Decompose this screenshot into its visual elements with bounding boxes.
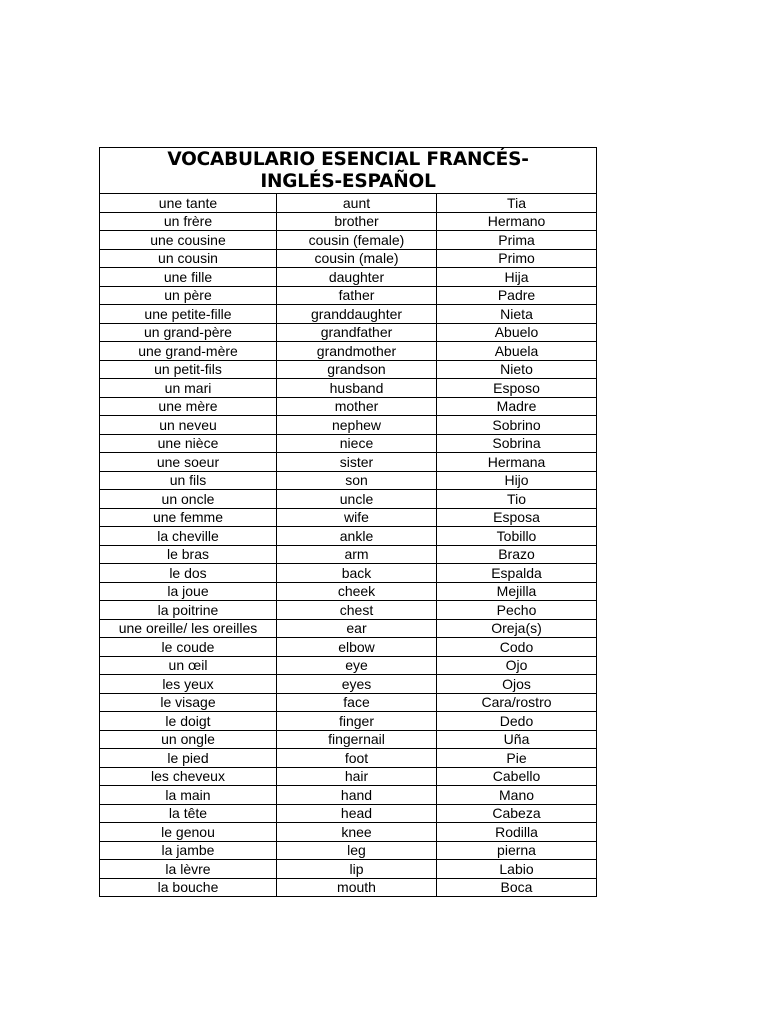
spanish-cell: Primo — [437, 249, 597, 268]
spanish-cell: Esposo — [437, 379, 597, 398]
table-row — [100, 379, 597, 398]
french-cell: le bras — [100, 545, 277, 564]
spanish-cell: Nieta — [437, 305, 597, 324]
document-title — [100, 148, 597, 194]
english-cell: face — [277, 693, 437, 712]
english-cell: father — [277, 286, 437, 305]
spanish-cell: Espalda — [437, 564, 597, 583]
english-cell: daughter — [277, 268, 437, 287]
french-cell: un petit-fils — [100, 360, 277, 379]
english-cell: uncle — [277, 490, 437, 509]
english-cell: cheek — [277, 582, 437, 601]
english-cell: granddaughter — [277, 305, 437, 324]
table-row — [100, 656, 597, 675]
spanish-cell: Abuelo — [437, 323, 597, 342]
spanish-cell: Brazo — [437, 545, 597, 564]
table-row — [100, 286, 597, 305]
title-line-2: INGLÉS-ESPAÑOL — [260, 170, 436, 192]
table-row — [100, 545, 597, 564]
english-cell: son — [277, 471, 437, 490]
table-row — [100, 453, 597, 472]
french-cell: le visage — [100, 693, 277, 712]
table-row — [100, 878, 597, 897]
spanish-cell: Hermana — [437, 453, 597, 472]
french-cell: le coude — [100, 638, 277, 657]
french-cell: une soeur — [100, 453, 277, 472]
english-cell: brother — [277, 212, 437, 231]
english-cell: ankle — [277, 527, 437, 546]
french-cell: une cousine — [100, 231, 277, 250]
french-cell: une fille — [100, 268, 277, 287]
french-cell: la poitrine — [100, 601, 277, 620]
table-row — [100, 360, 597, 379]
spanish-cell: Pie — [437, 749, 597, 768]
french-cell: le pied — [100, 749, 277, 768]
spanish-cell: Cara/rostro — [437, 693, 597, 712]
spanish-cell: Madre — [437, 397, 597, 416]
english-cell: eyes — [277, 675, 437, 694]
spanish-cell: Cabello — [437, 767, 597, 786]
french-cell: un père — [100, 286, 277, 305]
english-cell: chest — [277, 601, 437, 620]
french-cell: un neveu — [100, 416, 277, 435]
french-cell: un ongle — [100, 730, 277, 749]
french-cell: un fils — [100, 471, 277, 490]
french-cell: la jambe — [100, 841, 277, 860]
spanish-cell: Boca — [437, 878, 597, 897]
english-cell: cousin (female) — [277, 231, 437, 250]
spanish-cell: Hija — [437, 268, 597, 287]
vocabulary-table — [99, 147, 597, 897]
english-cell: elbow — [277, 638, 437, 657]
table-row — [100, 823, 597, 842]
english-cell: grandson — [277, 360, 437, 379]
spanish-cell: Sobrino — [437, 416, 597, 435]
table-row — [100, 194, 597, 213]
table-row — [100, 305, 597, 324]
english-cell: ear — [277, 619, 437, 638]
english-cell: head — [277, 804, 437, 823]
spanish-cell: Rodilla — [437, 823, 597, 842]
table-row — [100, 767, 597, 786]
table-row — [100, 601, 597, 620]
french-cell: la lèvre — [100, 860, 277, 879]
table-row — [100, 490, 597, 509]
english-cell: eye — [277, 656, 437, 675]
french-cell: un mari — [100, 379, 277, 398]
spanish-cell: Sobrina — [437, 434, 597, 453]
table-row — [100, 730, 597, 749]
english-cell: mouth — [277, 878, 437, 897]
spanish-cell: Tobillo — [437, 527, 597, 546]
english-cell: knee — [277, 823, 437, 842]
english-cell: finger — [277, 712, 437, 731]
english-cell: arm — [277, 545, 437, 564]
table-row — [100, 841, 597, 860]
spanish-cell: Hijo — [437, 471, 597, 490]
vocabulary-rows — [100, 194, 597, 897]
table-row — [100, 508, 597, 527]
spanish-cell: Uña — [437, 730, 597, 749]
french-cell: un frère — [100, 212, 277, 231]
title-row — [100, 148, 597, 194]
table-row — [100, 342, 597, 361]
english-cell: niece — [277, 434, 437, 453]
spanish-cell: Hermano — [437, 212, 597, 231]
spanish-cell: Ojos — [437, 675, 597, 694]
spanish-cell: Dedo — [437, 712, 597, 731]
table-row — [100, 397, 597, 416]
english-cell: sister — [277, 453, 437, 472]
english-cell: fingernail — [277, 730, 437, 749]
spanish-cell: Prima — [437, 231, 597, 250]
french-cell: un oncle — [100, 490, 277, 509]
spanish-cell: Nieto — [437, 360, 597, 379]
spanish-cell: pierna — [437, 841, 597, 860]
french-cell: une petite-fille — [100, 305, 277, 324]
table-row — [100, 619, 597, 638]
english-cell: nephew — [277, 416, 437, 435]
french-cell: les yeux — [100, 675, 277, 694]
french-cell: la tête — [100, 804, 277, 823]
spanish-cell: Cabeza — [437, 804, 597, 823]
french-cell: le dos — [100, 564, 277, 583]
spanish-cell: Mejilla — [437, 582, 597, 601]
english-cell: back — [277, 564, 437, 583]
english-cell: aunt — [277, 194, 437, 213]
english-cell: grandfather — [277, 323, 437, 342]
table-row — [100, 416, 597, 435]
table-row — [100, 693, 597, 712]
spanish-cell: Tia — [437, 194, 597, 213]
french-cell: un cousin — [100, 249, 277, 268]
table-row — [100, 434, 597, 453]
table-row — [100, 323, 597, 342]
spanish-cell: Abuela — [437, 342, 597, 361]
table-row — [100, 638, 597, 657]
english-cell: leg — [277, 841, 437, 860]
french-cell: la main — [100, 786, 277, 805]
table-row — [100, 231, 597, 250]
french-cell: la cheville — [100, 527, 277, 546]
table-row — [100, 804, 597, 823]
english-cell: lip — [277, 860, 437, 879]
english-cell: wife — [277, 508, 437, 527]
table-row — [100, 712, 597, 731]
french-cell: une tante — [100, 194, 277, 213]
table-row — [100, 527, 597, 546]
spanish-cell: Mano — [437, 786, 597, 805]
table-row — [100, 268, 597, 287]
french-cell: une mère — [100, 397, 277, 416]
french-cell: une grand-mère — [100, 342, 277, 361]
table-row — [100, 786, 597, 805]
table-row — [100, 471, 597, 490]
table-row — [100, 582, 597, 601]
english-cell: hair — [277, 767, 437, 786]
french-cell: une oreille/ les oreilles — [100, 619, 277, 638]
french-cell: le doigt — [100, 712, 277, 731]
table-row — [100, 212, 597, 231]
spanish-cell: Tio — [437, 490, 597, 509]
french-cell: la joue — [100, 582, 277, 601]
french-cell: un grand-père — [100, 323, 277, 342]
spanish-cell: Labio — [437, 860, 597, 879]
english-cell: husband — [277, 379, 437, 398]
title-line-1: VOCABULARIO ESENCIAL FRANCÉS- — [167, 148, 529, 170]
french-cell: les cheveux — [100, 767, 277, 786]
french-cell: le genou — [100, 823, 277, 842]
table-row — [100, 749, 597, 768]
french-cell: la bouche — [100, 878, 277, 897]
spanish-cell: Codo — [437, 638, 597, 657]
spanish-cell: Oreja(s) — [437, 619, 597, 638]
english-cell: hand — [277, 786, 437, 805]
french-cell: une nièce — [100, 434, 277, 453]
spanish-cell: Esposa — [437, 508, 597, 527]
table-row — [100, 675, 597, 694]
spanish-cell: Ojo — [437, 656, 597, 675]
english-cell: foot — [277, 749, 437, 768]
english-cell: cousin (male) — [277, 249, 437, 268]
table-row — [100, 564, 597, 583]
english-cell: mother — [277, 397, 437, 416]
table-row — [100, 249, 597, 268]
english-cell: grandmother — [277, 342, 437, 361]
spanish-cell: Padre — [437, 286, 597, 305]
french-cell: un œil — [100, 656, 277, 675]
spanish-cell: Pecho — [437, 601, 597, 620]
french-cell: une femme — [100, 508, 277, 527]
table-row — [100, 860, 597, 879]
